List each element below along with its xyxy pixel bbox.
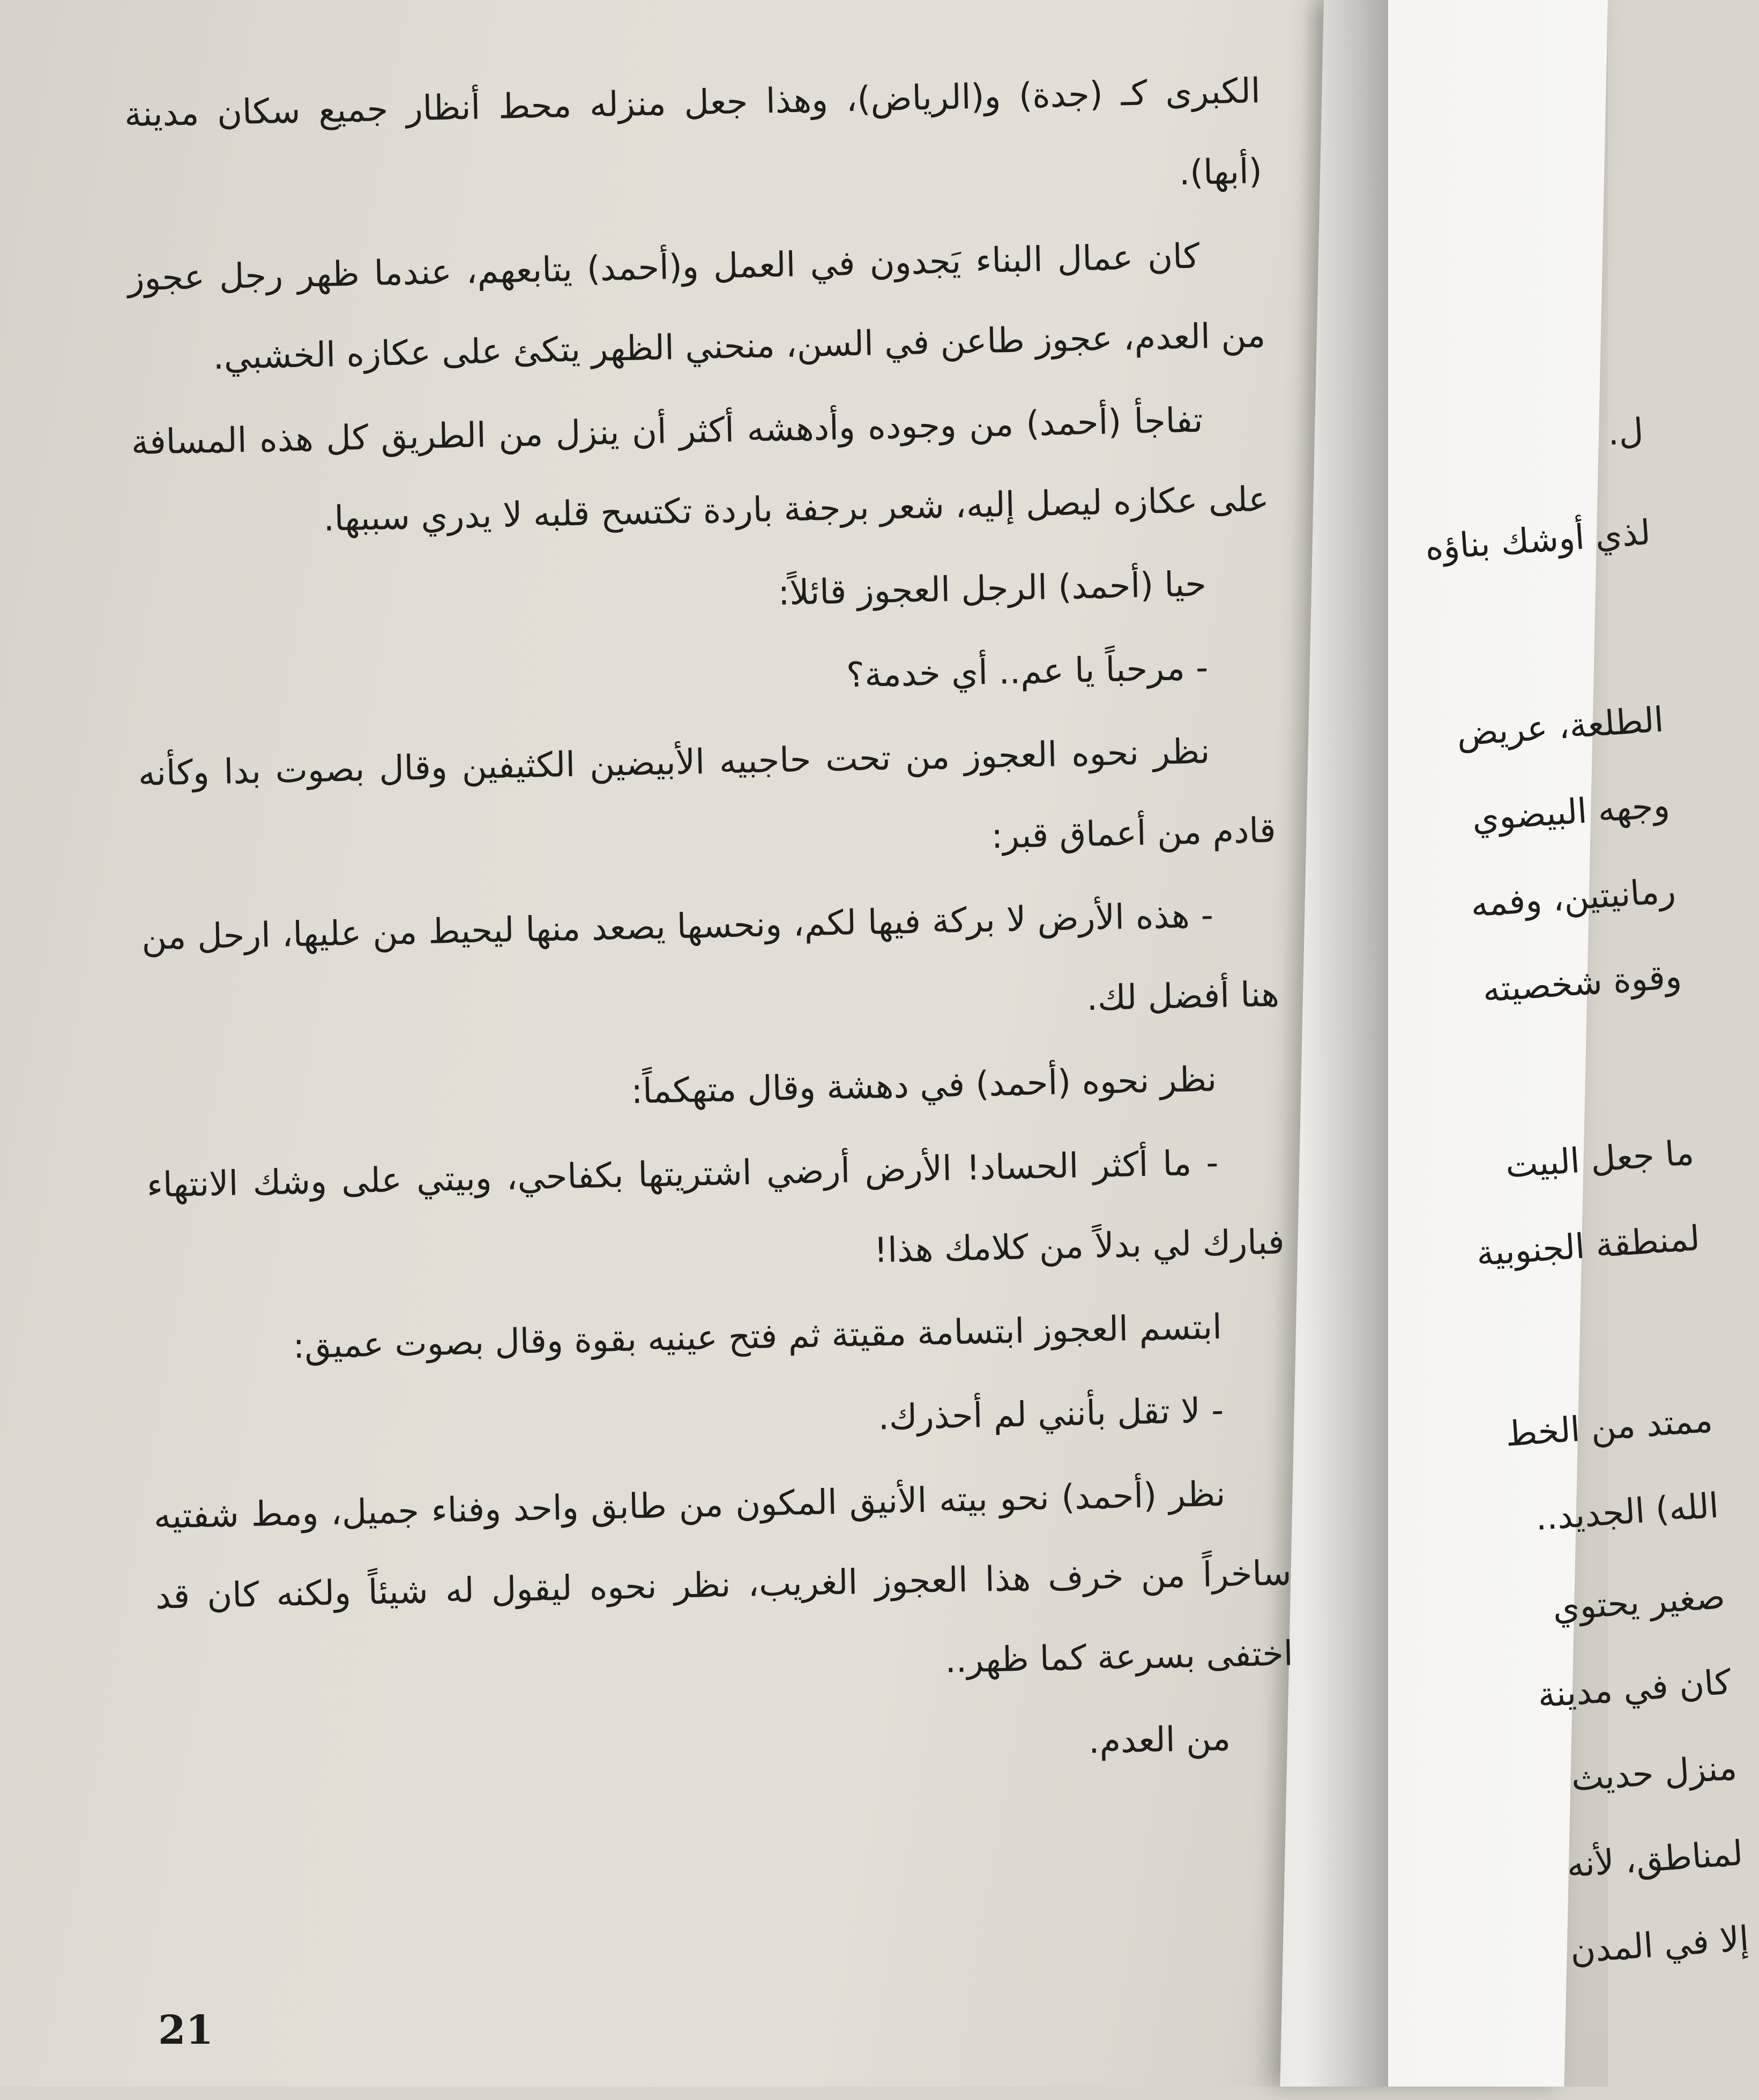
dialog-line-3: - ما أكثر الحساد! الأرض أرضي اشتريتها بكفاحي، وبيتي على وشك الانتهاء فبارك لي بدلاً من كلامك هذا! (146, 1143, 1285, 1271)
paragraph-2: كان عمال البناء يَجدون في العمل و(أحمد) يتابعهم، عندما ظهر رجل عجوز من العدم، عجوز طاعن في السن، منحني الظهر يتكئ على عكازه الخشبي. (127, 236, 1266, 378)
paragraph-4: حيا (أحمد) الرجل العجوز قائلاً: (777, 564, 1207, 614)
paragraph-9: من العدم. (1088, 1718, 1231, 1762)
paragraph-5: نظر نحوه العجوز من تحت حاجبيه الأبيضين الكثيفين وقال بصوت بدا وكأنه قادم من أعماق قبر: (138, 732, 1277, 857)
dialog-line-4: - لا تقل بأنني لم أحذرك. (877, 1390, 1224, 1438)
left-page-text (123, 51, 1295, 1801)
right-page-line: صغير يحتوي (1551, 1577, 1726, 1629)
right-page-line: ل. (1606, 411, 1645, 453)
paragraph-1: الكبرى كـ (جدة) و(الرياض)، وهذا جعل منزله محط أنظار جميع سكان مدينة (أبها). (124, 71, 1263, 193)
right-page-line: لذي أوشك بناؤه (1423, 512, 1652, 569)
right-page-line: إلا في المدن (1569, 1919, 1750, 1971)
right-page-line: ممتد من الخط (1504, 1400, 1714, 1455)
right-page-line: الطلعة، عريض (1455, 700, 1665, 754)
paragraph-8: نظر (أحمد) نحو بيته الأنيق المكون من طابق واحد وفناء جميل، ومط شفتيه ساخراً من خرف هذا العجوز الغريب، نظر نحوه ليقول له شيئاً ولكنه كان قد اختفى بسرعة كما ظهر.. (153, 1474, 1294, 1681)
paragraph-7: ابتسم العجوز ابتسامة مقيتة ثم فتح عينيه بقوة وقال بصوت عميق: (292, 1307, 1223, 1367)
right-page-line: منزل حديث (1570, 1748, 1739, 1799)
right-page-line: الله) الجديد.. (1534, 1486, 1720, 1539)
right-page-line: لمناطق، لأنه (1565, 1833, 1745, 1886)
dialog-line-2: - هذه الأرض لا بركة فيها لكم، ونحسها يصعد منها ليحيط من عليها، ارحل من هنا أفضل لك. (141, 896, 1280, 1019)
dialog-line-1: - مرحباً يا عم.. أي خدمة؟ (846, 648, 1209, 696)
page-number: 21 (158, 2007, 213, 2053)
paragraph-6: نظر نحوه (أحمد) في دهشة وقال متهكماً: (630, 1060, 1217, 1112)
right-page-line: وقوة شخصيته (1481, 956, 1683, 1010)
right-page-line: رمانيتين، وفمه (1469, 871, 1677, 925)
right-page-line: وجهه البيضوي (1471, 785, 1671, 839)
right-page-line: لمنطقة الجنوبية (1475, 1218, 1702, 1274)
right-page-line: كان في مدينة (1536, 1662, 1733, 1716)
right-page-line: ما جعل البيت (1504, 1133, 1696, 1186)
paragraph-3: تفاجأ (أحمد) من وجوده وأدهشه أكثر أن ينزل من الطريق كل هذه المسافة على عكازه ليصل إليه، شعر برجفة باردة تكتسح قلبه لا يدري سببها. (131, 400, 1270, 539)
